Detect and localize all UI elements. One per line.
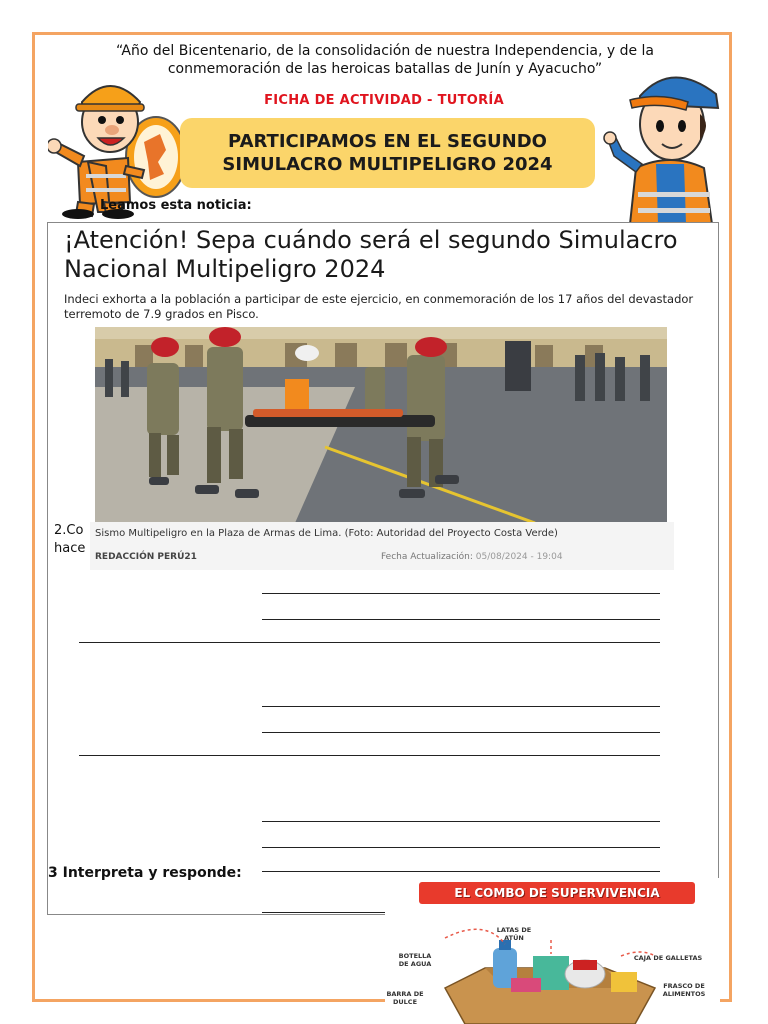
- answer-line[interactable]: [262, 706, 660, 707]
- article-lead: Indeci exhorta a la población a participar de este ejercicio, en conmemoración de los 17 años del devastador terremoto de 7.9 grados en Pisco.: [64, 292, 694, 321]
- update-label: Fecha Actualización:: [381, 552, 473, 562]
- question-2-label: 2.Co hace: [54, 523, 86, 556]
- survival-kit-title: EL COMBO DE SUPERVIVENCIA: [419, 882, 695, 904]
- kit-item-label: FRASCO DE ALIMENTOS: [662, 982, 706, 998]
- page-title: PARTICIPAMOS EN EL SEGUNDO SIMULACRO MULTIPELIGRO 2024: [222, 131, 553, 175]
- read-instruction: Leamos esta noticia:: [100, 198, 252, 213]
- answer-line[interactable]: [262, 847, 660, 848]
- article-headline: ¡Atención! Sepa cuándo será el segundo Simulacro Nacional Multipeligro 2024: [64, 226, 678, 283]
- kit-item-label: CAJA DE GALLETAS: [633, 954, 703, 962]
- photo-caption: Sismo Multipeligro en la Plaza de Armas de Lima. (Foto: Autoridad del Proyecto Costa Verde): [95, 528, 558, 539]
- answer-line[interactable]: [79, 755, 660, 756]
- answer-line[interactable]: [262, 619, 660, 620]
- year-motto: “Año del Bicentenario, de la consolidación de nuestra Independencia, y de la conmemoración de las heroicas batallas de Junín y Ayacucho”: [115, 43, 655, 77]
- mascot-right-illustration: [600, 64, 732, 224]
- kit-item-label: LATAS DE ATÚN: [496, 926, 532, 942]
- article-update-date: [381, 552, 563, 562]
- survival-kit-drawing: [385, 878, 720, 1024]
- answer-line[interactable]: [262, 593, 660, 594]
- news-photo: [95, 327, 667, 523]
- answer-line[interactable]: [262, 871, 660, 872]
- activity-sheet-label: FICHA DE ACTIVIDAD - TUTORÍA: [264, 93, 504, 108]
- answer-line[interactable]: [262, 732, 660, 733]
- survival-kit-infographic: [385, 878, 720, 1024]
- article-source: REDACCIÓN PERÚ21: [95, 552, 197, 562]
- question-3-label: 3 Interpreta y responde:: [48, 865, 242, 881]
- title-banner: [180, 118, 595, 188]
- answer-line[interactable]: [79, 642, 660, 643]
- update-value: 05/08/2024 - 19:04: [475, 552, 563, 562]
- kit-item-label: BARRA DE DULCE: [386, 990, 424, 1006]
- answer-line[interactable]: [262, 912, 392, 913]
- answer-line[interactable]: [262, 821, 660, 822]
- kit-item-label: BOTELLA DE AGUA: [398, 952, 432, 968]
